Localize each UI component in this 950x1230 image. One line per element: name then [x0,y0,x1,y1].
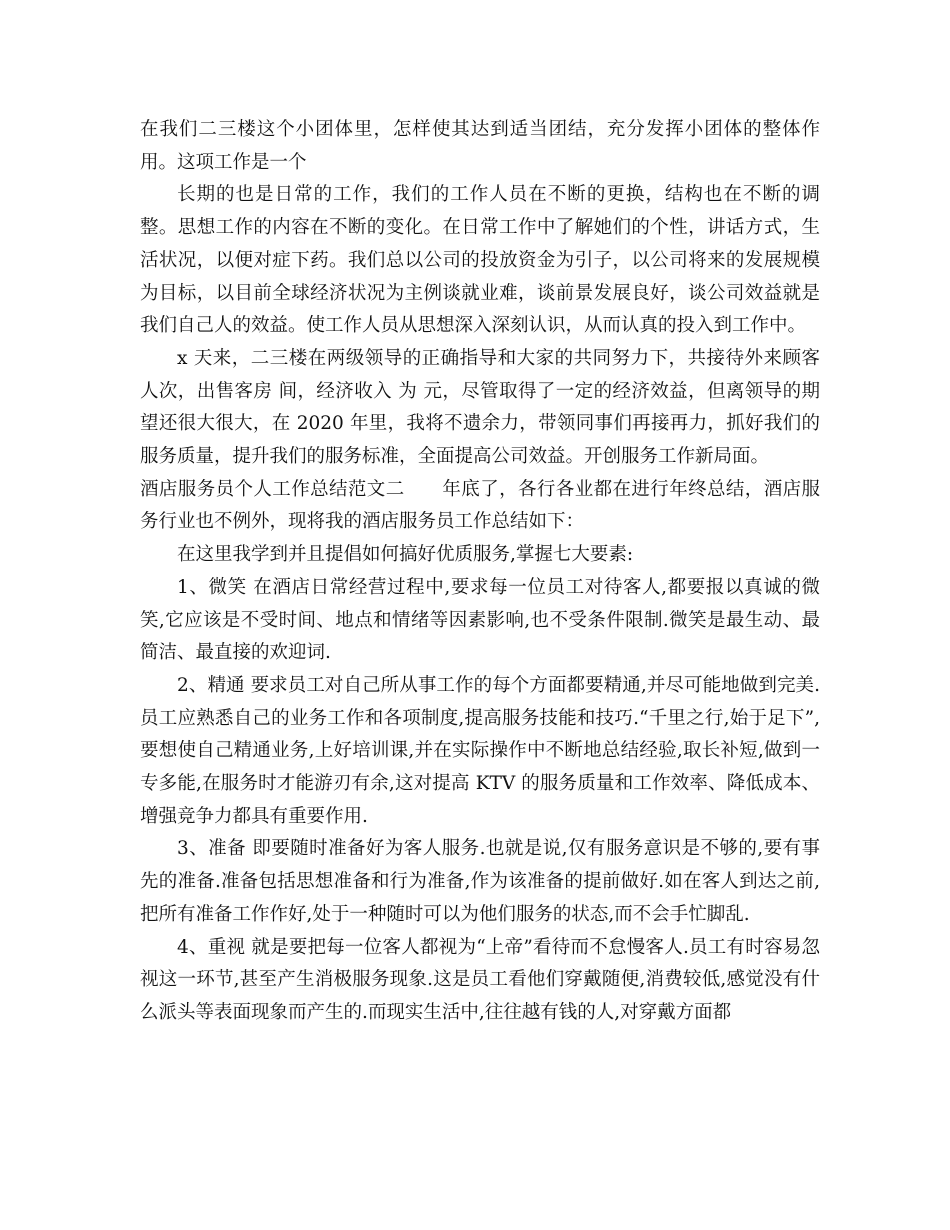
document-body [140,114,820,1030]
paragraph-element-proficiency: 2、精通 要求员工对自己所从事工作的每个方面都要精通,并尽可能地做到完美.员工应熟悉自己的业务工作和各项制度,提高服务技能和技巧.“千里之行,始于足下”,要想使自己精通业务,上好培训课,并在实际操作中不断地总结经验,取长补短,做到一专多能,在服务时才能游刃有余,这对提高 KTV 的服务质量和工作效率、降低成本、增强竞争力都具有重要作用. [140,674,820,827]
paragraph-element-attention: 4、重视 就是要把每一位客人都视为“上帝”看待而不怠慢客人.员工有时容易忽视这一环节,甚至产生消极服务现象.这是员工看他们穿戴随便,消费较低,感觉没有什么派头等表面现象而产生的.而现实生活中,往往越有钱的人,对穿戴方面都 [140,936,820,1023]
paragraph-element-preparation: 3、准备 即要随时准备好为客人服务.也就是说,仅有服务意识是不够的,要有事先的准备.准备包括思想准备和行为准备,作为该准备的提前做好.如在客人到达之前,把所有准备工作作好,处于一种随时可以为他们服务的状态,而不会手忙脚乱. [140,838,820,925]
paragraph-sample-two-heading: 酒店服务员个人工作总结范文二 年底了，各行各业都在进行年终总结，酒店服务行业也不例外，现将我的酒店服务员工作总结如下： [140,478,820,533]
paragraph-results-summary: x 天来，二三楼在两级领导的正确指导和大家的共同努力下，共接待外来顾客人次，出售客房 间，经济收入 为 元，尽管取得了一定的经济效益，但离领导的期望还很大很大，在 2020 年里，我将不遗余力，带领同事们再接再力，抓好我们的服务质量，提升我们的服务标准，全面提高公司效益。开创服务工作新局面。 [140,347,820,468]
paragraph-team-unity: 在我们二三楼这个小团体里，怎样使其达到适当团结，充分发挥小团体的整体作用。这项工作是一个 [140,119,820,173]
paragraph-long-term-work: 长期的也是日常的工作，我们的工作人员在不断的更换，结构也在不断的调整。思想工作的内容在不断的变化。在日常工作中了解她们的个性，讲话方式，生活状况，以便对症下药。我们总以公司的投放资金为引子，以公司将来的发展规模为目标，以目前全球经济状况为主例谈就业难，谈前景发展良好，谈公司效益就是我们自己人的效益。使工作人员从思想深入深刻认识，从而认真的投入到工作中。 [140,184,820,337]
paragraph-seven-elements-intro: 在这里我学到并且提倡如何搞好优质服务,掌握七大要素: [177,544,634,566]
paragraph-element-smile: 1、微笑 在酒店日常经营过程中,要求每一位员工对待客人,都要报以真诚的微笑,它应该是不受时间、地点和情绪等因素影响,也不受条件限制.微笑是最生动、最简洁、最直接的欢迎词. [140,576,820,664]
